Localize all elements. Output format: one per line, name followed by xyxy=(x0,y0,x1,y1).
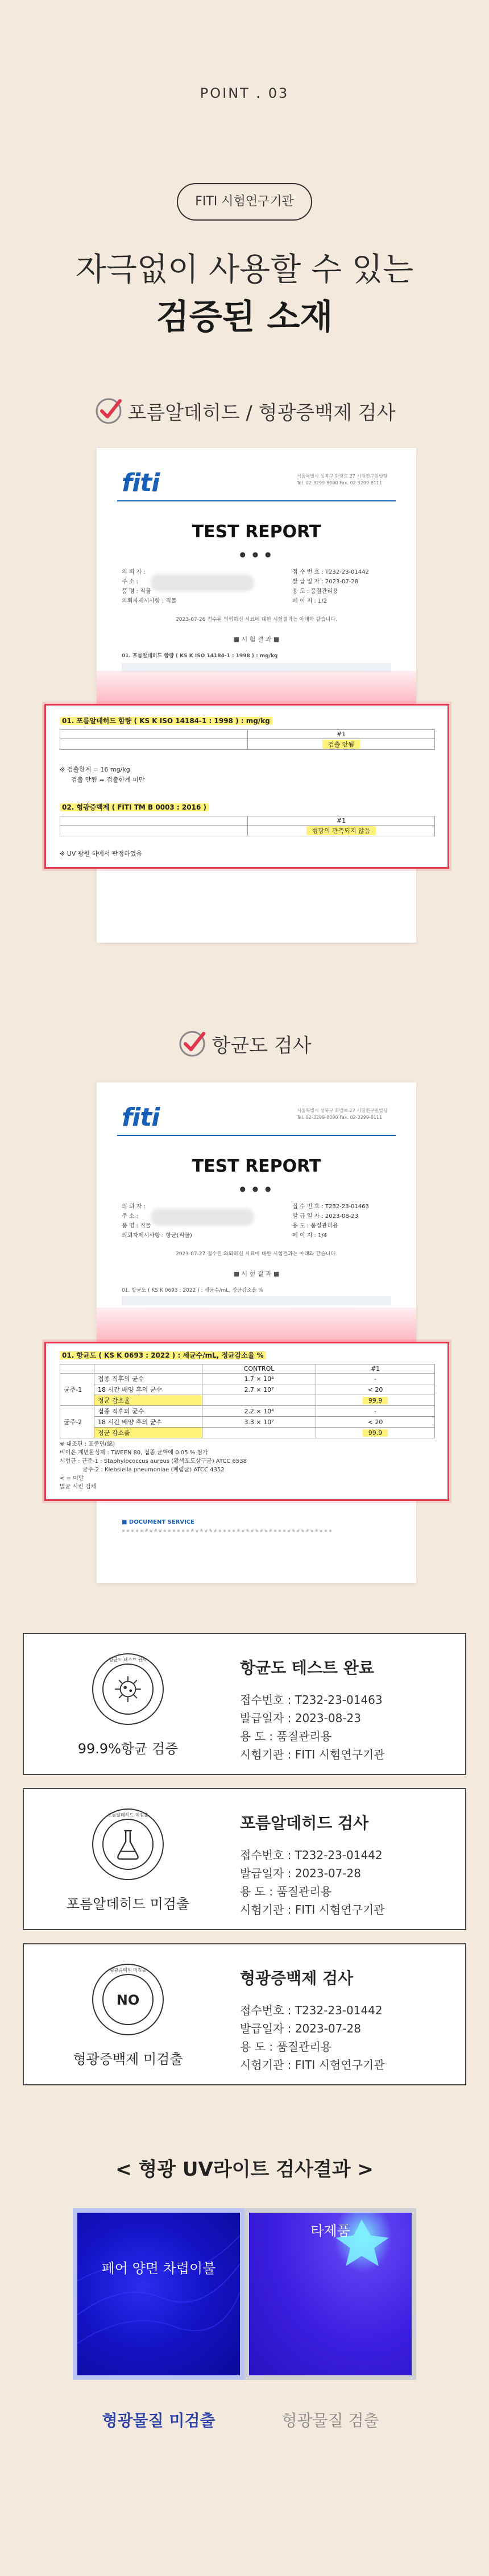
fluorescent-table: #1 형광의 관측되지 않음 xyxy=(60,816,435,836)
section-title-formaldehyde: 포름알데히드 / 형광증백제 검사 xyxy=(0,396,489,426)
fiti-logo: fiti xyxy=(122,1103,160,1132)
meta-right: 접 수 번 호 : T232-23-01442 발 급 일 자 : 2023-07-28 용 도 : 품질관리용 페 이 지 : 1/2 xyxy=(292,569,369,604)
uv-label-right: 형광물질 검출 xyxy=(281,2411,379,2430)
note-uv: ※ UV 광원 하에서 판정하였음 xyxy=(60,850,143,857)
result-row-faded: 01. 포름알데히드 함량 ( KS K ISO 14184-1 : 1998 ) : mg/kg xyxy=(122,653,278,659)
zoom-fade xyxy=(97,1308,416,1343)
card-formaldehyde xyxy=(23,1788,466,1930)
reduction-rate-2: 99.9 xyxy=(363,1429,388,1437)
redacted-client xyxy=(151,574,254,591)
flask-icon xyxy=(103,1820,152,1869)
lab-pill: FITI 시험연구기관 xyxy=(177,183,312,221)
fiti-logo: fiti xyxy=(122,468,160,497)
note-limit: ※ 검출한계 = 16 mg/kg xyxy=(60,766,130,773)
report-intro: 2023-07-26 접수된 의뢰하신 시료에 대한 시험결과는 아래와 같습니다. xyxy=(176,617,337,623)
uv-caption-left: 페어 양면 차렵이불 xyxy=(101,2260,216,2276)
meta-right: 접 수 번 호 : T232-23-01463 발 급 일 자 : 2023-08-23 용 도 : 품질관리용 페 이 지 : 1/4 xyxy=(292,1204,369,1239)
card-info: 형광증백제 검사 접수번호 : T232-23-01442 발급일자 : 2023-07-28 용 도 : 품질관리용 시험기관 : FITI 시험연구기관 xyxy=(240,1966,385,2074)
card-info: 항균도 테스트 완료 접수번호 : T232-23-01463 발급일자 : 2023-08-23 용 도 : 품질관리용 시험기관 : FITI 시험연구기관 xyxy=(240,1656,385,1764)
uv-caption-right: 타제품 xyxy=(310,2223,350,2239)
antibacterial-row: 01. 항균도 ( KS K 0693 : 2022 ) : 세균수/mL, 정균감소율 % xyxy=(60,1350,434,1360)
pass-cell: 검출 안됨 xyxy=(322,740,360,749)
uv-label-left: 형광물질 미검출 xyxy=(102,2411,216,2430)
card-title: 포름알데히드 검사 xyxy=(240,1814,369,1832)
formaldehyde-table: #1 검출 안됨 xyxy=(60,729,435,750)
report-intro: 2023-07-27 접수된 의뢰하신 시료에 대한 시험결과는 아래와 같습니다. xyxy=(176,1251,337,1257)
header-rule xyxy=(117,500,396,501)
badge-label: 형광증백제 미검출 xyxy=(73,2051,183,2067)
meta-left: 의 뢰 자 : 주 소 : 품 명 : 직물 의뢰자제시사항 : 직물 xyxy=(122,569,177,604)
fluorescent-badge: 형광증백제 미검출 NO xyxy=(92,1964,164,2035)
faded-band xyxy=(122,1296,391,1305)
headline-2: 검증된 소재 xyxy=(156,297,333,337)
antibacterial-notes: ※ 대조편 : 표준면(綿) 비이온 계면활성제 : TWEEN 80, 접종 균액에 0.05 % 첨가 시험균 : 균주-1 : Staphylococcus aureus (황색포도상구균) ATCC 6538 균주-2 : Klebsiella pneumoniae (폐렴균) ATCC 4352 < = 미만 멸균 시킨 검체 xyxy=(60,1441,247,1490)
zoom-callout-antibacterial xyxy=(44,1342,449,1501)
no-mark: NO xyxy=(116,1992,140,2008)
lab-address: 서울특별시 성북구 화랑로 27 시험연구원빌딩 Tel. 02-3299-8000 Fax. 02-3299-8111 xyxy=(297,474,388,486)
report-title: TEST REPORT xyxy=(192,522,321,542)
fluorescent-cell: 형광의 관측되지 않음 xyxy=(306,826,376,835)
antibacterial-table: CONTROL #1 균주-1 접종 직후의 균수 1.7 × 10⁴ - 18 시간 배양 후의 균수 2.7 × 10⁷ < 20 정균 감소율 99.9 균주-2 접종 직후의 균수 2.2 × 10⁴ - 18 시간 배양 후의 균수 3.3 × 10⁷ < 20 정균 감소율 99.9 xyxy=(60,1364,435,1438)
zoom-callout-formaldehyde xyxy=(44,704,449,869)
note-def: 검출 안됨 = 검출한계 미만 xyxy=(71,776,145,783)
badge-label: 포름알데히드 미검출 xyxy=(66,1896,190,1912)
uv-title: < 형광 UV라이트 검사결과 > xyxy=(115,2158,374,2181)
card-fluorescent xyxy=(23,1943,466,2085)
badge-label: 99.9%항균 검증 xyxy=(77,1741,179,1757)
section-title-antibacterial: 항균도 검사 xyxy=(0,1029,489,1059)
result-row-faded: 01. 항균도 ( KS K 0693 : 2022 ) : 세균수/mL, 정균감소율 % xyxy=(122,1288,263,1293)
fluorescent-row: 02. 형광증백제 ( FITI TM B 0003 : 2016 ) xyxy=(60,802,434,812)
page-dots: ● ● ● xyxy=(239,550,273,558)
meta-left: 의 뢰 자 : 주 소 : 품 명 : 직물 의뢰자제시사항 : 항균(직물) xyxy=(122,1204,192,1239)
header-rule xyxy=(117,1135,396,1136)
document-service: ■ DOCUMENT SERVICE xyxy=(122,1519,195,1525)
check-icon xyxy=(94,396,123,426)
fabric-texture xyxy=(77,2213,240,2375)
lab-address: 서울특별시 성북구 화랑로 27 시험연구원빌딩 Tel. 02-3299-8000 Fax. 02-3299-8111 xyxy=(297,1108,388,1120)
antibacterial-badge: 항균도 테스트 완료 xyxy=(92,1653,164,1725)
formaldehyde-row: 01. 포름알데히드 함량 ( KS K ISO 14184-1 : 1998 ) : mg/kg xyxy=(60,716,434,725)
card-antibacterial xyxy=(23,1633,466,1775)
result-header: ■ 시 험 결 과 ■ xyxy=(233,1270,280,1277)
card-title: 항균도 테스트 완료 xyxy=(240,1658,374,1677)
page-dots: ● ● ● xyxy=(239,1185,273,1193)
card-title: 형광증백제 검사 xyxy=(240,1969,354,1988)
zoom-fade xyxy=(97,671,416,705)
fine-print: ※ ※ ※ ※ ※ ※ ※ ※ ※ ※ ※ ※ ※ ※ ※ ※ ※ ※ ※ ※ ※ ※ ※ ※ ※ ※ ※ ※ ※ ※ ※ ※ ※ ※ ※ ※ ※ ※ ※ ※ ※ ※ ※ ※ ※ ※ xyxy=(122,1529,332,1533)
redacted-client xyxy=(151,1209,254,1226)
reduction-rate-1: 99.9 xyxy=(363,1397,388,1404)
headline-1: 자극없이 사용할 수 있는 xyxy=(75,251,414,288)
bacteria-icon xyxy=(103,1665,152,1714)
uv-fabric-left xyxy=(77,2213,240,2375)
point-label: POINT . 03 xyxy=(200,85,289,101)
report-title: TEST REPORT xyxy=(192,1156,321,1176)
card-info: 포름알데히드 검사 접수번호 : T232-23-01442 발급일자 : 2023-07-28 용 도 : 품질관리용 시험기관 : FITI 시험연구기관 xyxy=(240,1811,385,1919)
uv-photo-left xyxy=(73,2208,244,2380)
check-icon xyxy=(177,1029,207,1059)
result-header: ■ 시 험 결 과 ■ xyxy=(233,636,280,643)
formaldehyde-badge: 포름알데히드 미검출 xyxy=(92,1808,164,1880)
